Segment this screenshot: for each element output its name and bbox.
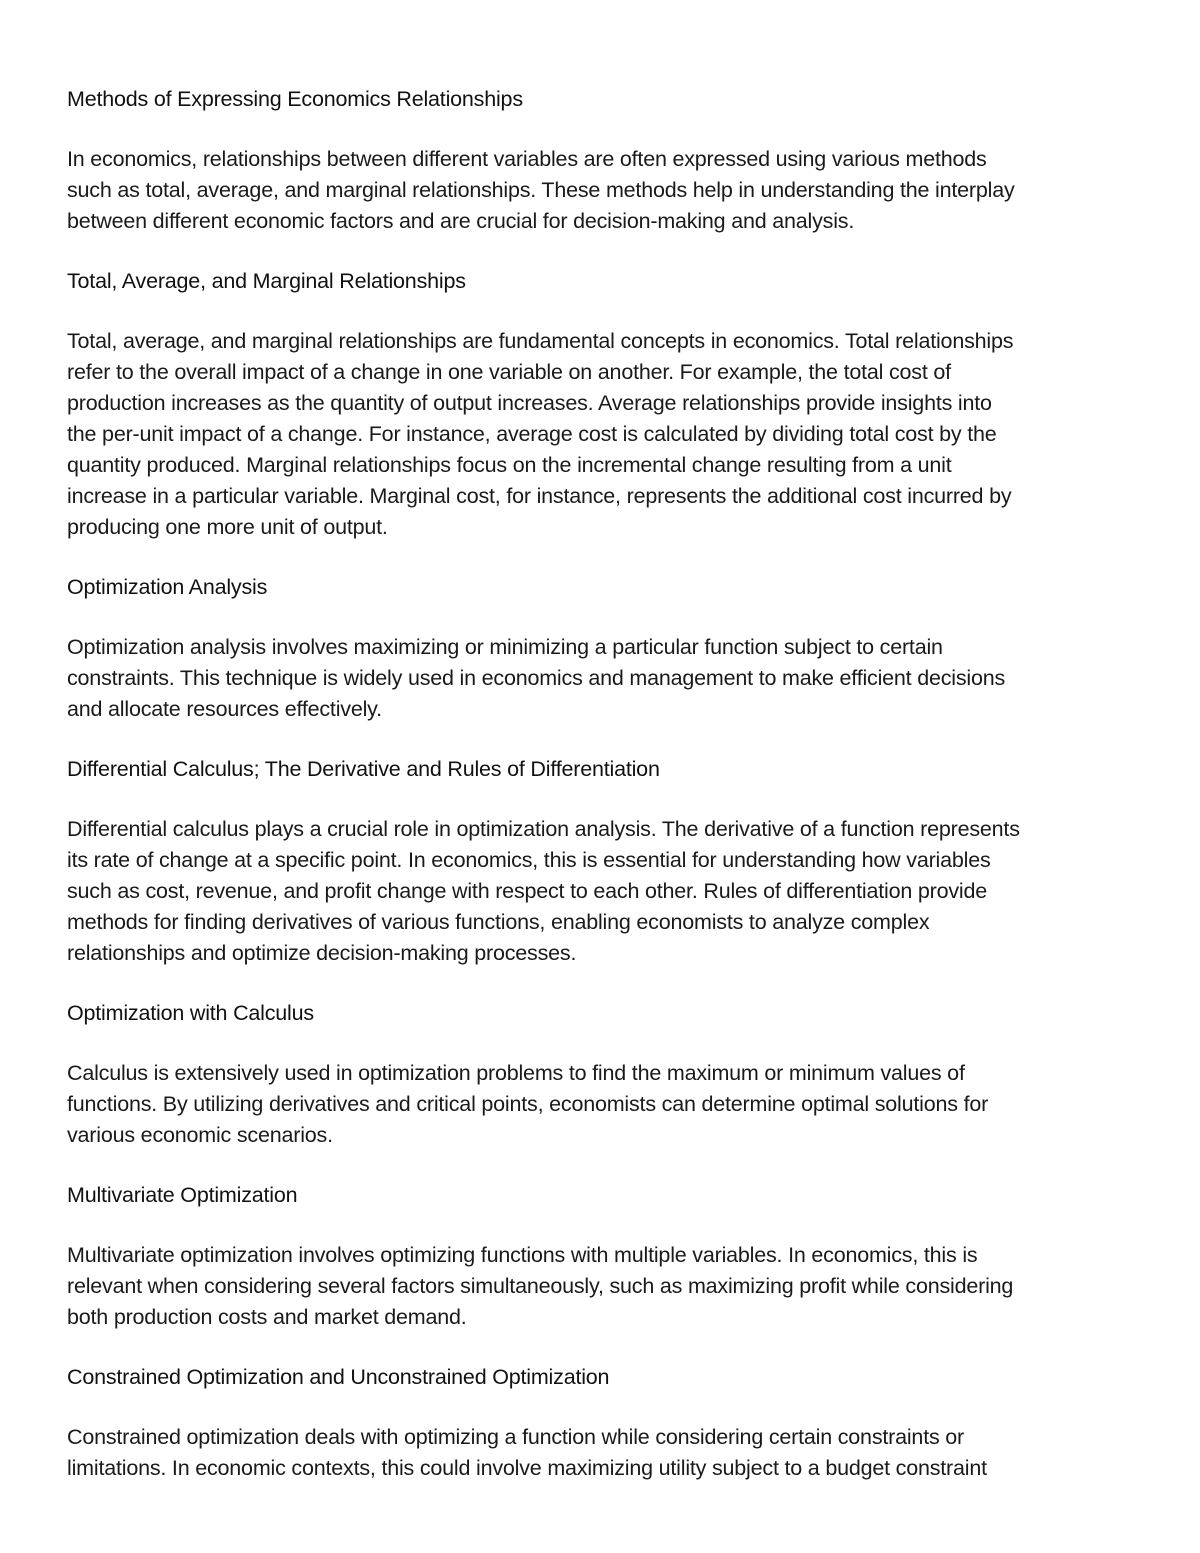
section-body-constrained-optimization: Constrained optimization deals with optimizing a function while considering certain constraints or limitations. In economic contexts, this could involve maximizing utility subject to a budget constraint: [67, 1425, 987, 1480]
spacer: [67, 115, 1137, 144]
section-heading-differential-calculus: Differential Calculus; The Derivative and Rules of Differentiation: [67, 757, 660, 781]
spacer: [67, 725, 1137, 754]
section-body-total-average-marginal: Total, average, and marginal relationships are fundamental concepts in economics. Total relationships refer to the overall impact of a change in one variable on another. For example, the total cost of production increases as the quantity of output increases. Average relationships provide insights into the per-unit impact of a change. For instance, average cost is calculated by dividing total cost by the quantity produced. Marginal relationships focus on the incremental change resulting from a unit increase in a particular variable. Marginal cost, for instance, represents the additional cost incurred by producing one more unit of output.: [67, 329, 1014, 539]
section-body-multivariate-optimization: Multivariate optimization involves optimizing functions with multiple variables. In economics, this is relevant when considering several factors simultaneously, such as maximizing profit while considering both production costs and market demand.: [67, 1243, 1014, 1329]
spacer: [67, 1333, 1137, 1362]
spacer: [67, 785, 1137, 814]
spacer: [67, 969, 1137, 998]
spacer: [67, 297, 1137, 326]
section-heading-total-average-marginal: Total, Average, and Marginal Relationships: [67, 269, 466, 293]
section-heading-optimization-analysis: Optimization Analysis: [67, 575, 268, 599]
section-body-differential-calculus: Differential calculus plays a crucial role in optimization analysis. The derivative of a function represents its rate of change at a specific point. In economics, this is essential for understanding how variables such as cost, revenue, and profit change with respect to each other. Rules of differentiation provide methods for finding derivatives of various functions, enabling economists to analyze complex relationships and optimize decision-making processes.: [67, 817, 1020, 965]
section-heading-multivariate-optimization: Multivariate Optimization: [67, 1183, 298, 1207]
spacer: [67, 603, 1137, 632]
section-heading-optimization-with-calculus: Optimization with Calculus: [67, 1001, 314, 1025]
section-heading-constrained-optimization: Constrained Optimization and Unconstrained Optimization: [67, 1365, 610, 1389]
document-content: [67, 84, 1137, 1484]
spacer: [67, 543, 1137, 572]
intro-paragraph: In economics, relationships between different variables are often expressed using various methods such as total, average, and marginal relationships. These methods help in understanding the interplay between different economic factors and are crucial for decision-making and analysis.: [67, 147, 1015, 233]
document-title: Methods of Expressing Economics Relationships: [67, 87, 523, 111]
spacer: [67, 237, 1137, 266]
section-body-optimization-analysis: Optimization analysis involves maximizing or minimizing a particular function subject to certain constraints. This technique is widely used in economics and management to make efficient decisions and allocate resources effectively.: [67, 635, 1006, 721]
spacer: [67, 1151, 1137, 1180]
section-body-optimization-with-calculus: Calculus is extensively used in optimization problems to find the maximum or minimum values of functions. By utilizing derivatives and critical points, economists can determine optimal solutions for various economic scenarios.: [67, 1061, 989, 1147]
spacer: [67, 1393, 1137, 1422]
spacer: [67, 1029, 1137, 1058]
spacer: [67, 1211, 1137, 1240]
